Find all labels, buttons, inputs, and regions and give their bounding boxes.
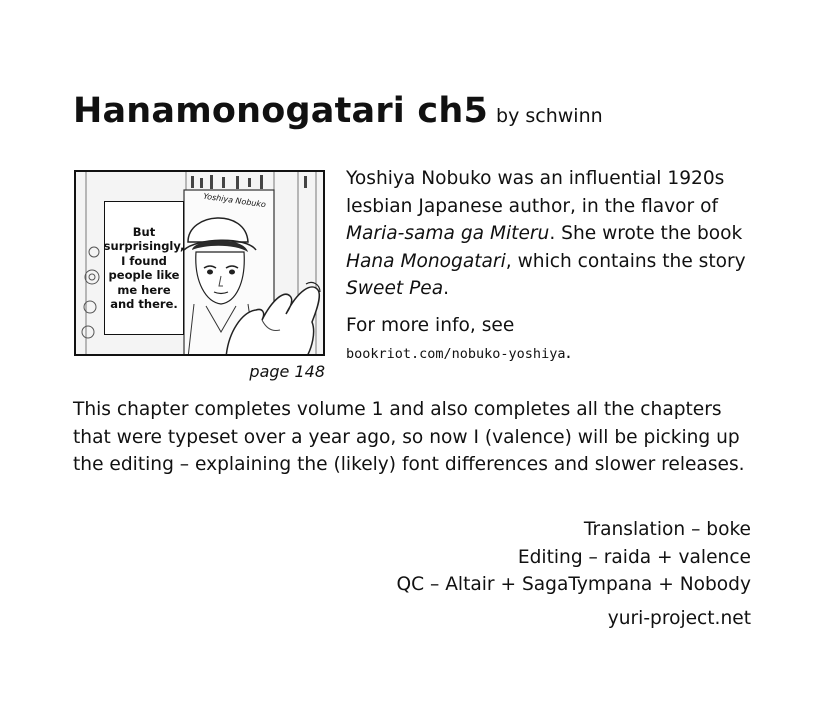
credit-qc: QC – Altair + SagaTympana + Nobody xyxy=(396,574,751,595)
intro-text-segment: . She wrote the book xyxy=(549,223,743,244)
more-info-label: For more info, see xyxy=(346,314,515,336)
intro-text-segment: , which contains the story xyxy=(505,250,746,272)
credit-translation: Translation – boke xyxy=(583,519,751,540)
chapter-notes-paragraph: This chapter completes volume 1 and also completes all the chapters that were typeset over a year ago, so now I (valence) will be picking up the editing – explaining the (likely) font differences and slower releases. xyxy=(73,399,745,475)
story-title-sweet-pea: Sweet Pea xyxy=(346,278,444,299)
speech-bubble: But surprisingly, I found people like me here and there. xyxy=(104,201,184,335)
site-link[interactable]: yuri-project.net xyxy=(607,608,751,629)
manga-panel-image xyxy=(74,170,325,356)
info-url-link[interactable]: bookriot.com/nobuko-yoshiya xyxy=(346,346,566,362)
book-cover-label: Yoshiya Nobuko xyxy=(202,191,267,210)
credits-list xyxy=(396,516,751,599)
intro-text-segment: . xyxy=(443,278,450,299)
book-title-maria-sama: Maria-sama ga Miteru xyxy=(346,223,550,244)
image-caption: page 148 xyxy=(249,362,325,381)
intro-text-segment: Yoshiya Nobuko was an influential 1920s lesbian Japanese author, in the flavor of xyxy=(346,168,725,217)
intro-paragraph xyxy=(346,165,766,303)
page-title xyxy=(73,91,603,131)
credit-editing: Editing – raida + valence xyxy=(517,546,751,568)
book-title-hana-monogatari: Hana Monogatari xyxy=(346,250,506,272)
intro-text-segment: . xyxy=(565,342,572,363)
more-info-paragraph xyxy=(346,312,766,369)
byline: by schwinn xyxy=(496,105,603,127)
chapter-title: Hanamonogatari ch5 xyxy=(73,91,489,131)
intro-text xyxy=(346,165,766,369)
